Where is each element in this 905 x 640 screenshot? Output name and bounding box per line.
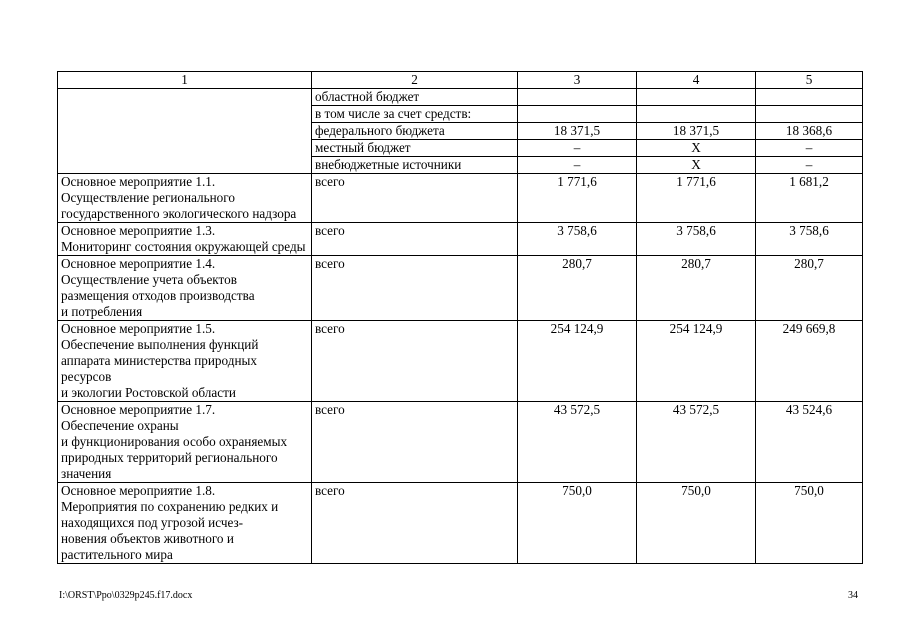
value-cell: 3 758,6	[756, 223, 863, 256]
value-cell: –	[756, 140, 863, 157]
table-row	[58, 483, 863, 564]
activity-name-cell: Основное мероприятие 1.8. Мероприятия по сохранению редких и находящихся под угрозой исчез- новения объектов животного и растительного мира	[58, 483, 312, 564]
value-cell	[756, 89, 863, 106]
value-cell: 1 771,6	[637, 174, 756, 223]
value-cell	[518, 89, 637, 106]
table-row	[58, 321, 863, 402]
value-cell: 43 572,5	[637, 402, 756, 483]
value-cell: –	[518, 140, 637, 157]
table-row	[58, 223, 863, 256]
value-cell: 43 524,6	[756, 402, 863, 483]
value-cell: 43 572,5	[518, 402, 637, 483]
value-cell: 1 771,6	[518, 174, 637, 223]
empty-name-cell	[58, 89, 312, 174]
value-cell: 1 681,2	[756, 174, 863, 223]
footer-page-number: 34	[848, 590, 858, 601]
source-cell: внебюджетные источники	[312, 157, 518, 174]
source-cell: местный бюджет	[312, 140, 518, 157]
value-cell: 254 124,9	[518, 321, 637, 402]
table-row	[58, 174, 863, 223]
value-cell: Х	[637, 140, 756, 157]
source-cell: всего	[312, 174, 518, 223]
header-col-2: 2	[312, 72, 518, 89]
header-col-3: 3	[518, 72, 637, 89]
source-cell: в том числе за счет средств:	[312, 106, 518, 123]
header-col-4: 4	[637, 72, 756, 89]
value-cell: 750,0	[756, 483, 863, 564]
activity-name-cell: Основное мероприятие 1.7. Обеспечение охраны и функционирования особо охраняемых природных территорий регионального значения	[58, 402, 312, 483]
activity-name-cell: Основное мероприятие 1.3. Мониторинг состояния окружающей среды	[58, 223, 312, 256]
value-cell: 750,0	[518, 483, 637, 564]
footer-file-path: I:\ORST\Ppo\0329p245.f17.docx	[59, 590, 193, 601]
source-cell: всего	[312, 223, 518, 256]
activity-name-cell: Основное мероприятие 1.5. Обеспечение выполнения функций аппарата министерства природных ресурсов и экологии Ростовской области	[58, 321, 312, 402]
table-row	[58, 89, 863, 106]
value-cell: 280,7	[756, 256, 863, 321]
value-cell	[637, 89, 756, 106]
source-cell: всего	[312, 321, 518, 402]
source-cell: областной бюджет	[312, 89, 518, 106]
header-col-5: 5	[756, 72, 863, 89]
value-cell: 3 758,6	[637, 223, 756, 256]
value-cell: –	[518, 157, 637, 174]
value-cell: 280,7	[637, 256, 756, 321]
header-row	[58, 72, 863, 89]
value-cell: 750,0	[637, 483, 756, 564]
value-cell: 18 368,6	[756, 123, 863, 140]
source-cell: федерального бюджета	[312, 123, 518, 140]
activity-name-cell: Основное мероприятие 1.4. Осуществление учета объектов размещения отходов производства и потребления	[58, 256, 312, 321]
header-col-1: 1	[58, 72, 312, 89]
budget-table	[57, 71, 863, 564]
value-cell: –	[756, 157, 863, 174]
value-cell: 18 371,5	[518, 123, 637, 140]
source-cell: всего	[312, 483, 518, 564]
activity-name-cell: Основное мероприятие 1.1. Осуществление регионального государственного экологического надзора	[58, 174, 312, 223]
value-cell: Х	[637, 157, 756, 174]
value-cell	[518, 106, 637, 123]
value-cell: 249 669,8	[756, 321, 863, 402]
source-cell: всего	[312, 256, 518, 321]
value-cell: 18 371,5	[637, 123, 756, 140]
value-cell	[756, 106, 863, 123]
value-cell: 280,7	[518, 256, 637, 321]
value-cell: 254 124,9	[637, 321, 756, 402]
table-row	[58, 256, 863, 321]
value-cell	[637, 106, 756, 123]
source-cell: всего	[312, 402, 518, 483]
value-cell: 3 758,6	[518, 223, 637, 256]
table-row	[58, 402, 863, 483]
